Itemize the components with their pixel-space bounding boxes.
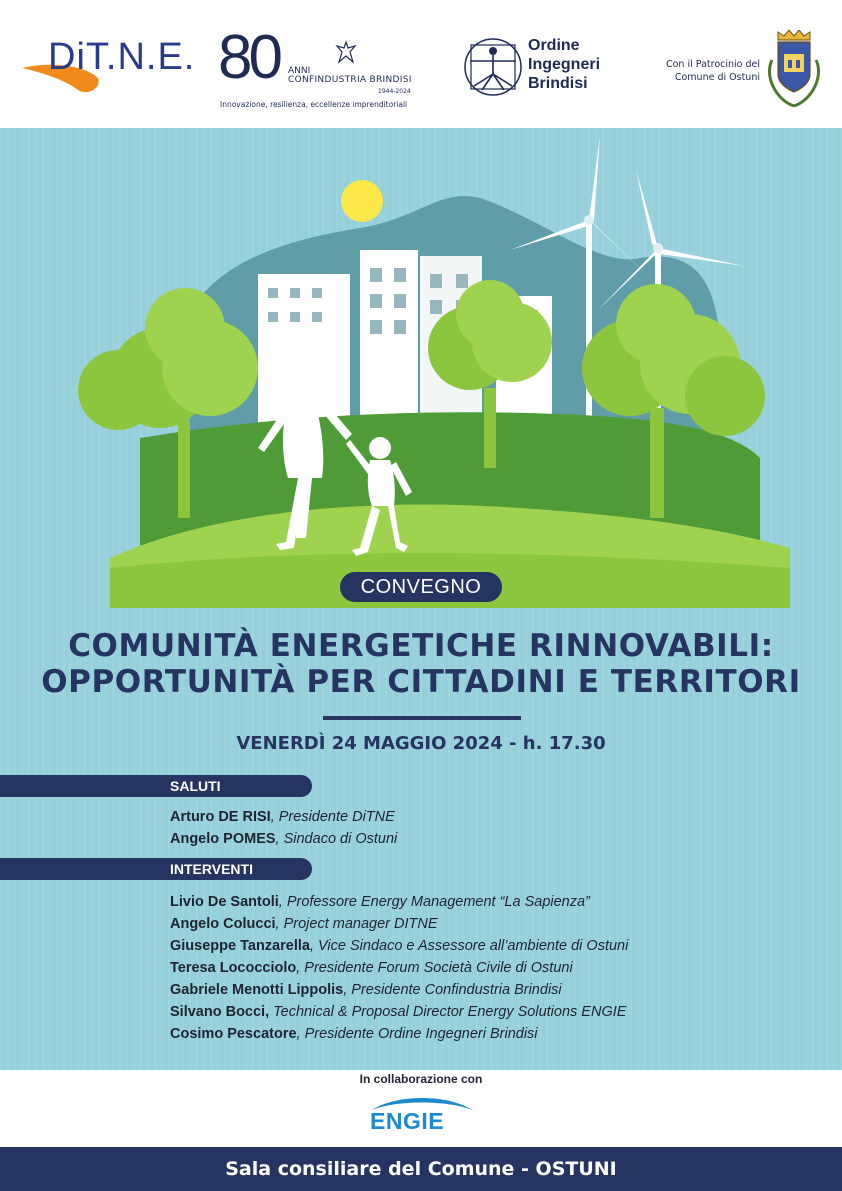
speaker-item [170,1023,628,1045]
renewable-city-illustration [0,128,842,608]
header-logos [0,0,842,128]
speaker-role: , Professore Energy Management “La Sapienza” [278,894,590,910]
interventi-section-bar [0,858,312,880]
speaker-role: , Vice Sindaco e Assessore all’ambiente di Ostuni [309,938,629,954]
ordine-line2: Ingegneri [528,56,601,73]
patrocinio-logo [640,30,830,116]
saluti-label: SALUTI [170,778,221,794]
convegno-badge: CONVEGNO [340,572,502,602]
saluti-list [170,806,397,850]
interventi-list [170,891,628,1045]
speaker-role: , Presidente Forum Società Civile di Ostuni [296,960,573,976]
speaker-item [170,828,397,850]
confindustria-eagle-icon [333,40,359,66]
event-title-line1: COMUNITÀ ENERGETICHE RINNOVABILI: [68,628,774,664]
speaker-name: Teresa Lococciolo [170,960,297,976]
speaker-item [170,1001,628,1023]
confindustria-name: CONFINDUSTRIA BRINDISI [288,75,412,85]
ordine-ingegneri-logo [462,32,622,104]
ordine-line3: Brindisi [528,75,588,92]
event-title [0,628,842,700]
engie-wordmark: ENGIE [370,1108,445,1134]
speaker-item [170,979,628,1001]
ordine-line1: Ordine [528,37,580,54]
event-date: VENERDÌ 24 MAGGIO 2024 - h. 17.30 [236,733,606,754]
speaker-role: , Presidente DiTNE [270,809,395,825]
collaboration-label: In collaborazione con [359,1072,483,1086]
confindustria-80: 80 [218,23,279,92]
engie-logo [366,1094,478,1136]
speaker-role: , Sindaco di Ostuni [275,831,398,847]
speaker-role: , Presidente Confindustria Brindisi [343,982,562,998]
confindustria-years: 1944-2024 [378,88,411,95]
ostuni-coat-of-arms-icon [762,30,826,116]
speaker-item [170,806,397,828]
speaker-name: Livio De Santoli [170,894,279,910]
speaker-item [170,913,628,935]
interventi-label: INTERVENTI [170,861,253,877]
speaker-item [170,935,628,957]
speaker-name: Arturo DE RISI [170,809,271,825]
ditne-logo-text: DiT.N.E. [48,36,196,78]
saluti-section-bar [0,775,312,797]
speaker-name: Silvano Bocci, [170,1004,270,1020]
event-panel [0,128,842,1070]
speaker-name: Angelo POMES [170,831,276,847]
ditne-logo [18,30,196,100]
speaker-item [170,891,628,913]
event-title-line2: OPPORTUNITÀ PER CITTADINI E TERRITORI [41,664,801,700]
venue-footer: Sala consiliare del Comune - OSTUNI [0,1147,842,1191]
speaker-role: Technical & Proposal Director Energy Solutions ENGIE [269,1004,627,1020]
confindustria-logo [218,23,418,118]
speaker-name: Giuseppe Tanzarella [170,938,310,954]
confindustria-tagline: Innovazione, resilienza, eccellenze imprenditoriali [220,100,408,109]
speaker-name: Gabriele Menotti Lippolis [170,982,344,998]
speaker-name: Angelo Colucci [170,916,276,932]
speaker-role: , Presidente Ordine Ingegneri Brindisi [296,1026,538,1042]
speaker-item [170,957,628,979]
speaker-name: Cosimo Pescatore [170,1026,297,1042]
vitruvian-man-icon [462,34,524,100]
sun-icon [341,180,383,222]
patrocinio-line1: Con il Patrocinio del [665,59,760,70]
title-underline [323,716,521,720]
speaker-role: , Project manager DITNE [275,916,438,932]
confindustria-anni: ANNI [288,66,311,76]
patrocinio-line2: Comune di Ostuni [674,72,760,83]
